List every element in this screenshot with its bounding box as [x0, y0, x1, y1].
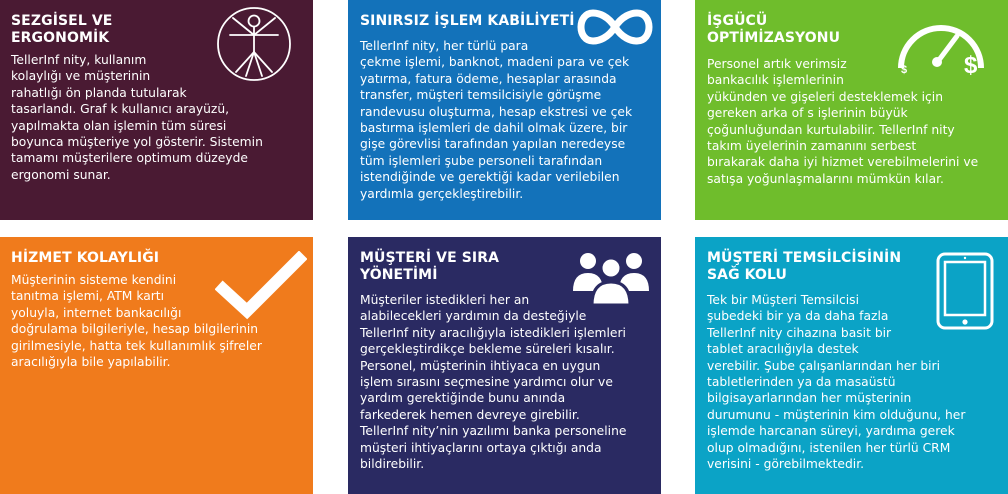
- card-title: İŞGÜCÜ OPTİMİZASYONU: [707, 13, 841, 46]
- card-body: TellerInf nity, kullanım kolaylığı ve müşterinin rahatlığı ön planda tutularak tasarlandı. Graf k kullanıcı arayüzü, yapılmakta olan işlemin tüm süresi boyunca müşteriye yol gösterir. Sistemin tamamı müşterilere optimum düzeyde ergonomi sunar.: [11, 53, 263, 182]
- card-title: SINIRSIZ İŞLEM KABİLİYETİ: [360, 13, 575, 29]
- card-title: SEZGİSEL VE ERGONOMİK: [11, 13, 113, 46]
- card-body: Personel artık verimsiz bankacılık işlemlerinin yükünden ve gişeleri desteklemek için gereken arka of s işlerinin büyük çoğunluğundan kurtulabilir. TellerInf nity takım üyelerinin zamanını serbest bırakarak daha iyi hizmet verebilmelerini ve satışa yoğunlaşmalarını mümkün kılar.: [707, 57, 979, 186]
- dollar-large-label: $: [964, 52, 978, 76]
- card-title: MÜŞTERİ VE SIRA YÖNETİMİ: [360, 250, 500, 283]
- feature-card-representative-assistant: [695, 237, 1008, 494]
- feature-card-service-ease: [0, 237, 313, 494]
- card-title: HİZMET KOLAYLIĞI: [11, 250, 160, 266]
- feature-card-unlimited-transactions: [348, 0, 661, 220]
- card-body: Müşteriler istedikleri her an alabilecekleri yardımın da desteğiyle TellerInf nity aracılığıyla istedikleri işlemleri gerçekleştirdikçe bekleme süreleri kısalır. Personel, müşterinin ihtiyaca en uygun işlem sırasını seçmesine yardımcı olur ve yardım gerektiğinde bunu anında farkederek hemen devreye girebilir. TellerInf nity’nin yazılımı banka personeline müşteri ihtiyaçlarını ortaya çıktığı anda bildirebilir.: [360, 293, 627, 472]
- feature-card-ergonomic: [0, 0, 313, 220]
- card-body: TellerInf nity, her türlü para çekme işlemi, banknot, madeni para ve çek yatırma, fatura ödeme, hesaplar arasında transfer, müşteri temsilcisiyle görüşme randevusu oluşturma, hesap ekstresi ve çek bastırma işlemleri de dahil olmak üzere, bir gişe görevlisi tarafından yapılan neredeyse tüm işlemleri şube personeli tarafından istendiğinde ve gerektiği kadar verilebilen yardımla gerçekleştirebilir.: [360, 39, 633, 201]
- card-body: Müşterinin sisteme kendini tanıtma işlemi, ATM kartı yoluyla, internet bankacılığı doğrulama bilgileriyle, hesap bilgilerinin girilmesiyle, hatta tek kullanımlık şifreler aracılığıyla bile yapılabilir.: [11, 273, 262, 370]
- card-body: Tek bir Müşteri Temsilcisi şubedeki bir ya da daha fazla TellerInf nity cihazına basit bir tablet aracılığıyla destek verebilir. Şube çalışanlarından her biri tabletlerinden ya da masaüstü bilgisayarlarından her müşterinin durumunu - müşterinin kim olduğunu, her işlemde harcanan süreyi, yardıma gerek olup olmadığını, istenilen her türlü CRM verisini - görebilmektedir.: [707, 293, 966, 472]
- feature-card-workforce-optimization: [695, 0, 1008, 220]
- dollar-small-label: $: [901, 64, 908, 76]
- feature-card-queue-management: [348, 237, 661, 494]
- card-title: MÜŞTERİ TEMSİLCİSİNİN SAĞ KOLU: [707, 250, 902, 283]
